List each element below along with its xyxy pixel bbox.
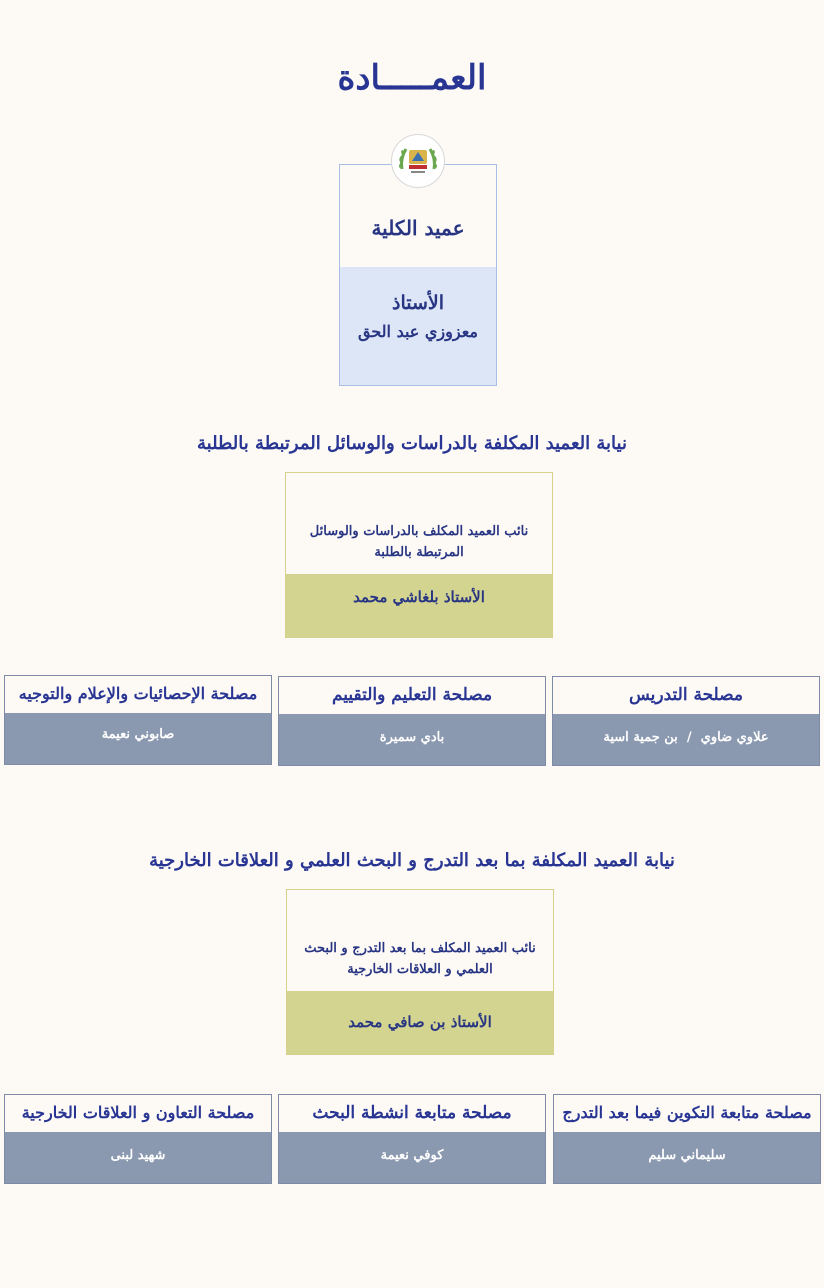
section-title-research: نيابة العميد المكلفة بما بعد التدرج و البحث العلمي و العلاقات الخارجية	[149, 850, 675, 871]
service-box	[552, 676, 820, 766]
service-box	[278, 676, 546, 766]
service-title: مصلحة متابعة التكوين فيما بعد التدرج	[554, 1095, 820, 1133]
service-body	[553, 714, 819, 765]
service-box	[553, 1094, 821, 1184]
vice-dean-card-research	[286, 889, 554, 1055]
service-body	[5, 1132, 271, 1183]
service-title: مصلحة التدريس	[553, 677, 819, 715]
service-head-name: كوفي نعيمة	[380, 1148, 444, 1163]
service-head-name: شهيد لبنى	[110, 1148, 166, 1163]
service-body	[279, 714, 545, 765]
service-box	[4, 675, 272, 765]
service-title: مصلحة التعليم والتقييم	[279, 677, 545, 715]
service-box	[278, 1094, 546, 1184]
service-head-name: علاوي ضاوي / بن جمية اسية	[603, 730, 769, 745]
service-title: مصلحة التعاون و العلاقات الخارجية	[5, 1095, 271, 1133]
vice-dean-role: نائب العميد المكلف بالدراسات والوسائل المرتبطة بالطلبة	[309, 524, 529, 560]
service-body	[554, 1132, 820, 1183]
dean-role: عميد الكلية	[371, 216, 465, 240]
dean-name: معزوزي عبد الحق	[358, 322, 478, 341]
vice-dean-name: الأستاذ بلغاشي محمد	[353, 588, 485, 606]
vice-dean-card-studies	[285, 472, 553, 638]
page-title: العمـــــادة	[337, 58, 487, 98]
service-box	[4, 1094, 272, 1184]
service-head-name: صابوني نعيمة	[101, 727, 175, 742]
service-head-name: سليماني سليم	[648, 1148, 726, 1163]
vice-dean-name-box	[286, 574, 552, 637]
vice-dean-name: الأستاذ بن صافي محمد	[348, 1013, 492, 1031]
section-title-studies: نيابة العميد المكلفة بالدراسات والوسائل المرتبطة بالطلبة	[197, 433, 627, 454]
service-title: مصلحة متابعة انشطة البحث	[279, 1095, 545, 1133]
service-head-name: بادي سميرة	[379, 730, 445, 745]
dean-title: الأستاذ	[391, 292, 445, 314]
service-body	[5, 713, 271, 764]
faculty-logo-icon	[391, 134, 445, 188]
vice-dean-role: نائب العميد المكلف بما بعد التدرج و البحث العلمي و العلاقات الخارجية	[304, 941, 536, 977]
service-title: مصلحة الإحصائيات والإعلام والتوجيه	[5, 676, 271, 714]
service-body	[279, 1132, 545, 1183]
vice-dean-name-box	[287, 991, 553, 1054]
